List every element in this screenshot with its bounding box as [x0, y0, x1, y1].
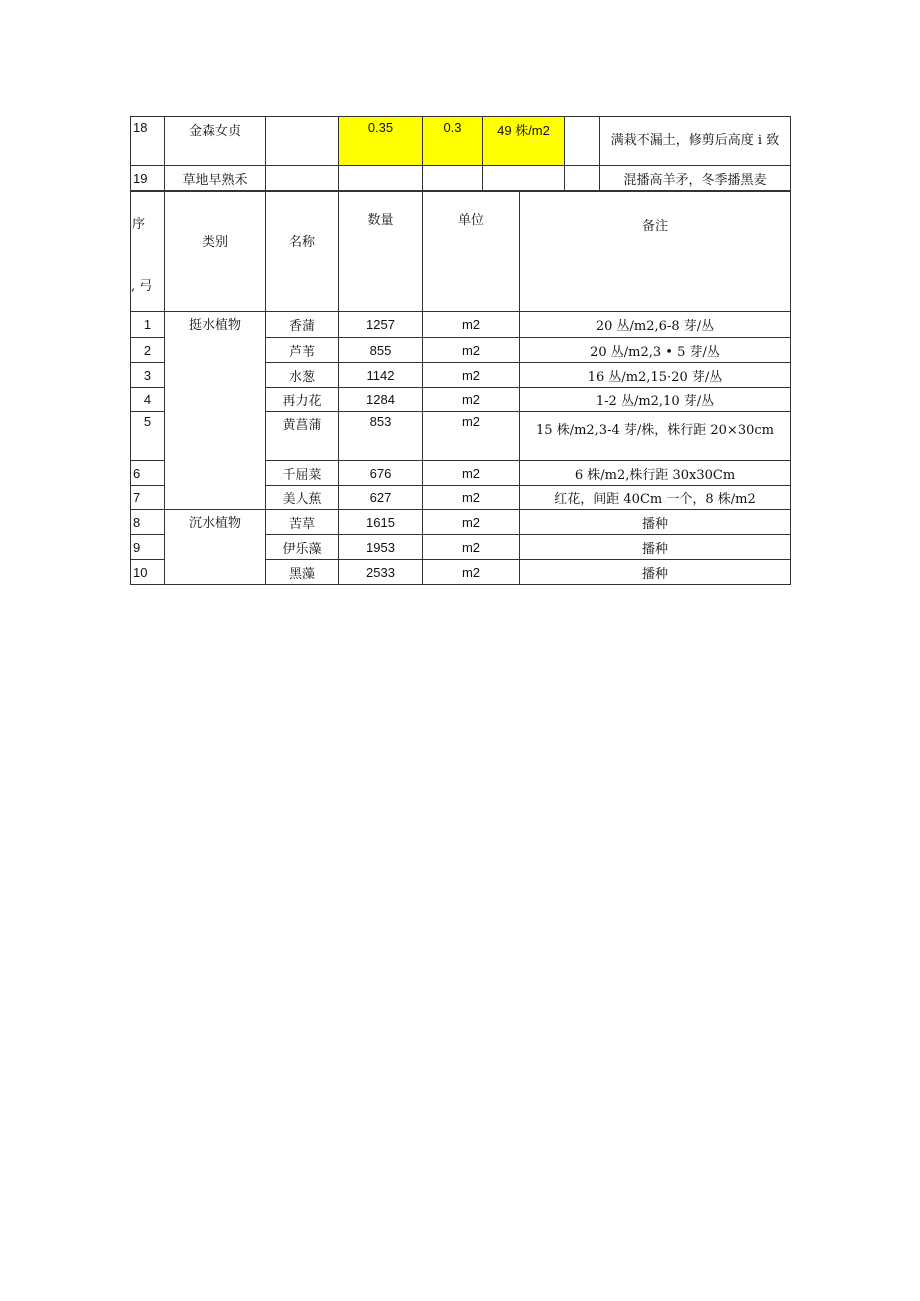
name-cell: 金森女贞	[165, 117, 266, 166]
note-cell: 播种	[520, 535, 791, 560]
upper-plant-table	[130, 116, 791, 192]
seq-cell: 19	[131, 166, 165, 192]
qty-cell: 2533	[339, 560, 423, 585]
note-cell: 16 丛/m2,15·20 芽/丛	[520, 363, 791, 388]
name-cell: 伊乐藻	[266, 535, 339, 560]
seq-cell: 7	[131, 486, 165, 510]
value-cell: 0.3	[423, 117, 483, 166]
unit-cell: m2	[423, 510, 520, 535]
name-cell: 香蒲	[266, 312, 339, 338]
value-cell: 0.35	[339, 117, 423, 166]
table-row	[131, 510, 791, 535]
qty-cell: 627	[339, 486, 423, 510]
aquatic-plant-table	[130, 190, 791, 585]
seq-cell: 4	[131, 388, 165, 412]
header-category: 类别	[165, 191, 266, 312]
seq-cell: 9	[131, 535, 165, 560]
table-row	[131, 312, 791, 338]
qty-cell: 1142	[339, 363, 423, 388]
name-cell: 黄菖蒲	[266, 412, 339, 461]
empty-cell	[266, 117, 339, 166]
unit-cell: m2	[423, 461, 520, 486]
name-cell: 水葱	[266, 363, 339, 388]
seq-cell: 2	[131, 338, 165, 363]
note-cell: 6 株/m2,株行距 30x30Cm	[520, 461, 791, 486]
value-cell	[339, 166, 423, 192]
header-seq-bottom: , 弓	[131, 279, 153, 294]
name-cell: 苦草	[266, 510, 339, 535]
name-cell: 美人蕉	[266, 486, 339, 510]
unit-cell: m2	[423, 312, 520, 338]
qty-cell: 853	[339, 412, 423, 461]
table-row	[131, 117, 791, 166]
note-cell: 满栽不漏土，修剪后高度 i 致	[600, 117, 791, 166]
qty-cell: 676	[339, 461, 423, 486]
value-cell	[423, 166, 483, 192]
note-cell: 红花，间距 40Cm 一个，8 株/m2	[520, 486, 791, 510]
seq-cell: 5	[131, 412, 165, 461]
name-cell: 黑藻	[266, 560, 339, 585]
seq-cell: 10	[131, 560, 165, 585]
category-cell-submerged: 沉水植物	[165, 510, 266, 585]
name-cell: 草地早熟禾	[165, 166, 266, 192]
category-cell-emergent: 挺水植物	[165, 312, 266, 510]
note-cell: 15 株/m2,3-4 芽/株，株行距 20×30cm	[520, 412, 791, 461]
name-cell: 芦苇	[266, 338, 339, 363]
note-cell: 播种	[520, 560, 791, 585]
unit-cell: m2	[423, 388, 520, 412]
seq-cell: 1	[131, 312, 165, 338]
density-cell	[483, 166, 565, 192]
qty-cell: 1284	[339, 388, 423, 412]
note-cell: 混播高羊矛，冬季播黑麦	[600, 166, 791, 192]
unit-cell: m2	[423, 560, 520, 585]
unit-cell: m2	[423, 363, 520, 388]
empty-cell	[565, 166, 600, 192]
header-unit: 单位	[423, 191, 520, 312]
note-cell: 播种	[520, 510, 791, 535]
seq-cell: 18	[131, 117, 165, 166]
note-cell: 20 丛/m2,3 • 5 芽/丛	[520, 338, 791, 363]
note-cell: 1-2 丛/m2,10 芽/丛	[520, 388, 791, 412]
header-note: 备注	[520, 191, 791, 312]
note-cell: 20 丛/m2,6-8 芽/丛	[520, 312, 791, 338]
unit-cell: m2	[423, 486, 520, 510]
name-cell: 再力花	[266, 388, 339, 412]
header-seq-top: 序	[132, 217, 146, 232]
density-cell: 49 株/m2	[483, 117, 565, 166]
table-row	[131, 166, 791, 192]
qty-cell: 1615	[339, 510, 423, 535]
header-seq	[131, 191, 165, 312]
table-header-row	[131, 191, 791, 312]
seq-cell: 3	[131, 363, 165, 388]
qty-cell: 855	[339, 338, 423, 363]
empty-cell	[565, 117, 600, 166]
header-quantity: 数量	[339, 191, 423, 312]
qty-cell: 1257	[339, 312, 423, 338]
name-cell: 千屈菜	[266, 461, 339, 486]
seq-cell: 6	[131, 461, 165, 486]
unit-cell: m2	[423, 338, 520, 363]
header-name: 名称	[266, 191, 339, 312]
seq-cell: 8	[131, 510, 165, 535]
qty-cell: 1953	[339, 535, 423, 560]
unit-cell: m2	[423, 412, 520, 461]
unit-cell: m2	[423, 535, 520, 560]
empty-cell	[266, 166, 339, 192]
